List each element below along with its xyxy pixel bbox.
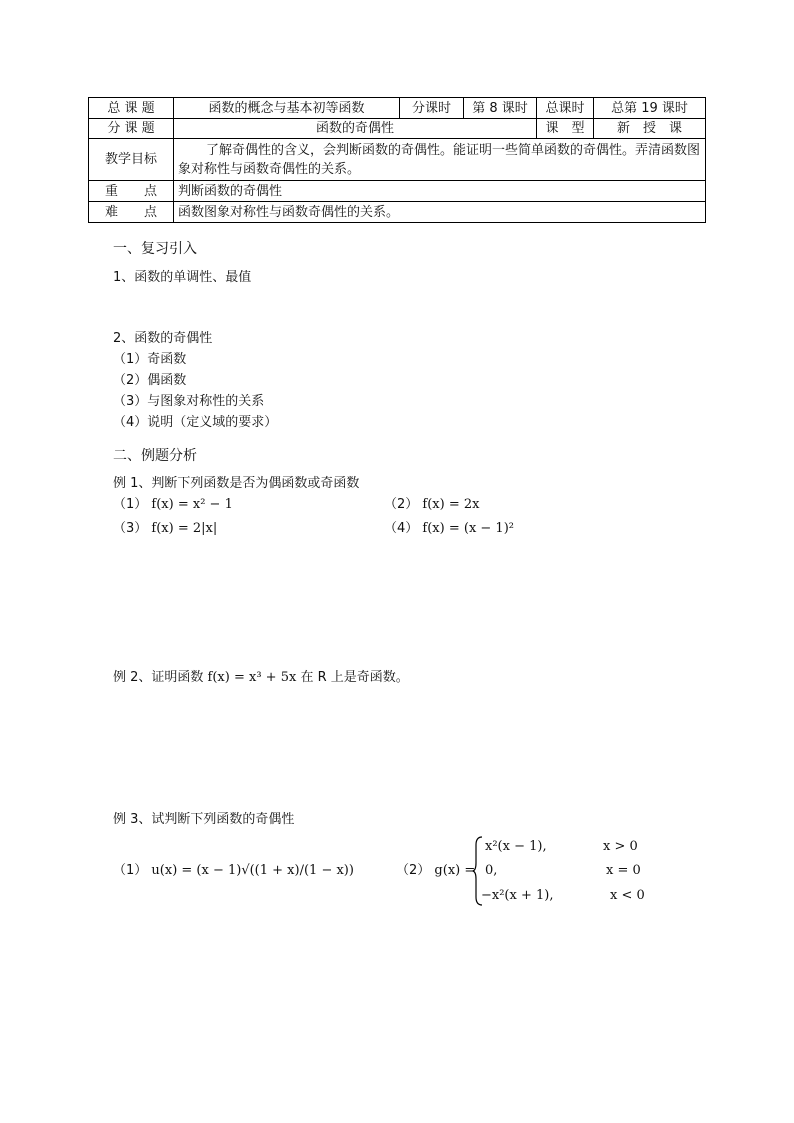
review-item-2: 2、函数的奇偶性 [113, 331, 213, 346]
formula-f2: f(x) = 2x [422, 497, 480, 512]
item-number: （4） [384, 521, 419, 536]
section-2-title: 二、例题分析 [113, 448, 197, 464]
example-1-item-2 [384, 496, 479, 514]
example-1-prompt: 例 1、判断下列函数是否为偶函数或奇函数 [113, 476, 360, 491]
table-row [89, 119, 706, 139]
example-3-item-2 [396, 862, 475, 880]
review-sub-3: （3）与图象对称性的关系 [113, 394, 265, 409]
total-period-label: 总课时 [537, 98, 594, 119]
example-1-item-4 [384, 520, 514, 538]
difficulty-text: 函数图象对称性与函数奇偶性的关系。 [174, 202, 706, 223]
example-1-item-1 [113, 496, 233, 514]
case-2-cond: x = 0 [606, 863, 641, 878]
difficulty-label: 难 点 [89, 202, 174, 223]
formula-u: u(x) = (x − 1)√((1 + x)/(1 − x)) [151, 863, 354, 878]
teaching-goal-label: 教学目标 [89, 139, 174, 181]
sub-topic-label: 分 课 题 [89, 119, 174, 139]
table-row [89, 98, 706, 119]
teaching-goal-content: 了解奇偶性的含义，会判断函数的奇偶性。能证明一些简单函数的奇偶性。弄清函数图象对称性与函数奇偶性的关系。 [178, 142, 701, 177]
item-number: （3） [113, 521, 148, 536]
formula-f1: f(x) = x² − 1 [151, 497, 233, 512]
review-sub-4: （4）说明（定义域的要求） [113, 415, 278, 430]
item-number: （2） [396, 863, 431, 878]
total-topic-value: 函数的概念与基本初等函数 [174, 98, 400, 119]
review-sub-1: （1）奇函数 [113, 352, 187, 367]
case-2-expr: 0, [485, 863, 498, 878]
total-period-value: 总第 19 课时 [594, 98, 706, 119]
case-3-cond: x < 0 [610, 888, 645, 903]
key-point-text: 判断函数的奇偶性 [174, 181, 706, 202]
key-point-label: 重 点 [89, 181, 174, 202]
item-number: （1） [113, 497, 148, 512]
section-1-title: 一、复习引入 [113, 241, 197, 257]
lesson-info-table [88, 97, 706, 223]
total-topic-label: 总 课 题 [89, 98, 174, 119]
formula-g-lhs: g(x) = [434, 863, 476, 878]
formula-f3: f(x) = 2|x| [151, 521, 218, 536]
item-number: （1） [113, 863, 148, 878]
review-item-1: 1、函数的单调性、最值 [113, 270, 252, 285]
sub-period-value: 第 8 课时 [464, 98, 537, 119]
sub-topic-value: 函数的奇偶性 [174, 119, 537, 139]
example-2-formula: f(x) = x³ + 5x [207, 670, 297, 685]
case-3-expr: −x²(x + 1), [481, 888, 554, 903]
example-2-prefix: 例 2、证明函数 [113, 670, 204, 685]
item-number: （2） [384, 497, 419, 512]
sub-period-label: 分课时 [400, 98, 464, 119]
table-row [89, 181, 706, 202]
case-1-cond: x > 0 [603, 839, 638, 854]
example-1-item-3 [113, 520, 217, 538]
formula-f4: f(x) = (x − 1)² [422, 521, 514, 536]
example-2-suffix: 在 R 上是奇函数。 [300, 670, 409, 685]
case-1-expr: x²(x − 1), [485, 839, 547, 854]
example-2 [113, 669, 409, 687]
example-3-prompt: 例 3、试判断下列函数的奇偶性 [113, 812, 295, 827]
example-3-item-1 [113, 862, 354, 880]
teaching-goal-text [174, 139, 706, 181]
table-row [89, 202, 706, 223]
lesson-type-value: 新 授 课 [594, 119, 706, 139]
lesson-type-label: 课 型 [537, 119, 594, 139]
table-row [89, 139, 706, 181]
review-sub-2: （2）偶函数 [113, 373, 187, 388]
